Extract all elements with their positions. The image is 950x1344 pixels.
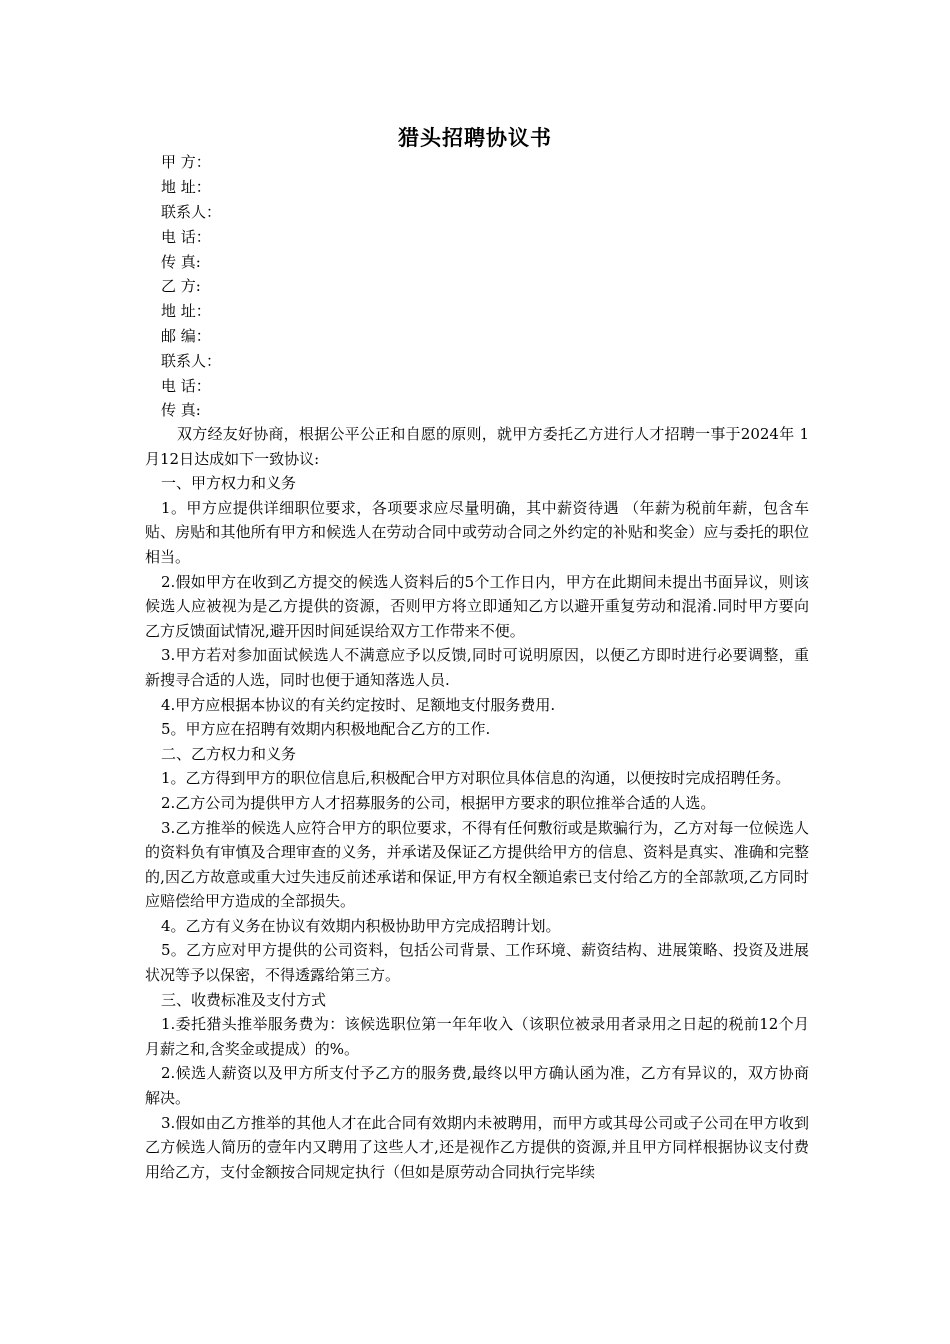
party-b-phone: 电 话： (161, 377, 211, 395)
clause: 1。甲方应提供详细职位要求，各项要求应尽量明确，其中薪资待遇 （年薪为税前年薪，包含车贴、房贴和其他所有甲方和候选人在劳动合同中或劳动合同之外约定的补贴和奖金）应与委托的职位相当。 (145, 498, 809, 566)
party-b-address: 地 址： (161, 302, 211, 320)
clause: 2.候选人薪资以及甲方所支付予乙方的服务费,最终以甲方确认函为准，乙方有异议的，双方协商解决。 (145, 1064, 809, 1108)
section-heading: 二、乙方权力和义务 (161, 744, 297, 763)
clause: 3.乙方推举的候选人应符合甲方的职位要求，不得有任何敷衍或是欺骗行为，乙方对每一位候选人的资料负有审慎及合理审查的义务，并承诺及保证乙方提供给甲方的信息、资料是真实、准确和完整的,因乙方故意或重大过失违反前述承诺和保证,甲方有权全额追索已支付给乙方的全部款项,乙方同时应赔偿给甲方造成的全部损失。 (145, 818, 809, 911)
party-b-fax: 传 真: (161, 401, 201, 419)
clause: 3.假如由乙方推举的其他人才在此合同有效期内未被聘用，而甲方或其母公司或子公司在甲方收到乙方候选人简历的壹年内又聘用了这些人才,还是视作乙方提供的资源,并且甲方同样根据协议支付费用给乙方，支付金额按合同规定执行（但如是原劳动合同执行完毕续 (145, 1113, 809, 1181)
clause: 1.委托猎头推举服务费为：该候选职位第一年年收入（该职位被录用者录用之日起的税前12个月月薪之和,含奖金或提成）的%。 (145, 1015, 809, 1058)
party-b-label: 乙 方: (161, 277, 201, 295)
party-a-phone: 电 话： (161, 228, 211, 246)
party-a-label: 甲 方： (161, 153, 211, 171)
party-b-postcode: 邮 编： (161, 327, 211, 345)
clause: 5。甲方应在招聘有效期内积极地配合乙方的工作. (161, 720, 491, 739)
clause: 2.乙方公司为提供甲方人才招募服务的公司，根据甲方要求的职位推举合适的人选。 (161, 793, 716, 812)
clause: 4.甲方应根据本协议的有关约定按时、足额地支付服务费用. (161, 695, 556, 714)
party-b-contact: 联系人： (161, 352, 222, 370)
clause: 2.假如甲方在收到乙方提交的候选人资料后的5个工作日内，甲方在此期间未提出书面异议，则该候选人应被视为是乙方提供的资源，否则甲方将立即通知乙方以避开重复劳动和混淆.同时甲方要向乙方反馈面试情况,避开因时间延误给双方工作带来不便。 (145, 572, 809, 640)
party-a-address: 地 址： (161, 178, 211, 196)
party-a-fax: 传 真: (161, 253, 201, 271)
clause: 4。乙方有义务在协议有效期内积极协助甲方完成招聘计划。 (161, 916, 561, 935)
party-a-contact: 联系人： (161, 203, 222, 221)
clause: 1。乙方得到甲方的职位信息后,积极配合甲方对职位具体信息的沟通，以便按时完成招聘任务。 (161, 769, 791, 788)
document-title: 猎头招聘协议书 (398, 125, 552, 150)
clause: 3.甲方若对参加面试候选人不满意应予以反馈,同时可说明原因，以便乙方即时进行必要调整，重新搜寻合适的人选，同时也便于通知落选人员. (145, 646, 809, 689)
clause: 5。乙方应对甲方提供的公司资料，包括公司背景、工作环境、薪资结构、进展策略、投资及进展状况等予以保密，不得透露给第三方。 (145, 941, 809, 985)
intro-paragraph: 双方经友好协商，根据公平公正和自愿的原则，就甲方委托乙方进行人才招聘一事于2024年 1月12日达成如下一致协议: (145, 425, 809, 468)
section-heading: 一、甲方权力和义务 (161, 474, 297, 493)
section-heading: 三、收费标准及支付方式 (161, 990, 327, 1009)
agreement-body (145, 422, 809, 1184)
